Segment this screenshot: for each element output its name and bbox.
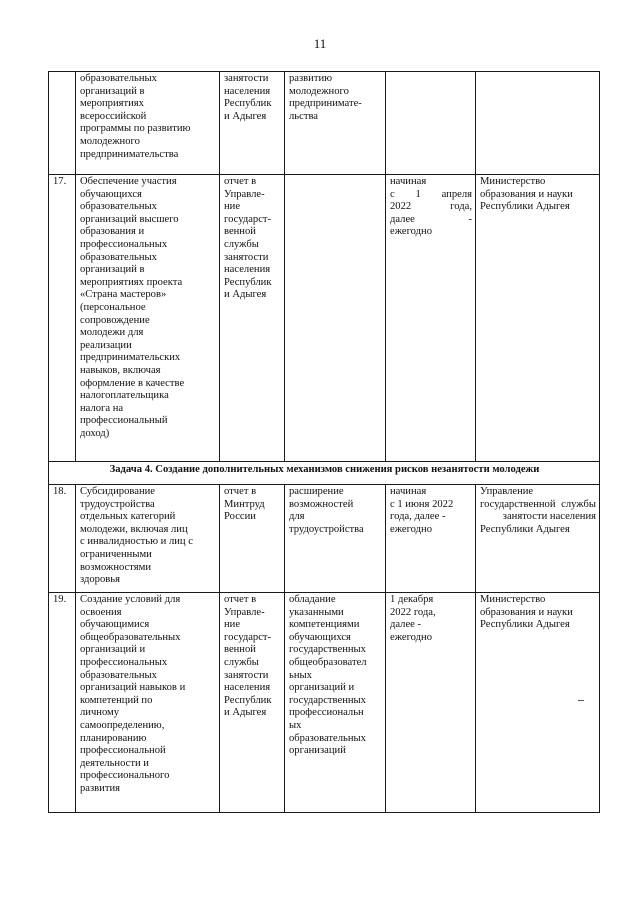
activity-line: мероприятиях проекта — [80, 276, 183, 288]
activity-line: образовательных — [80, 251, 157, 263]
report-cell — [220, 175, 285, 462]
activity-line: мероприятиях — [80, 98, 144, 110]
activity-line: Субсидирование — [80, 486, 155, 497]
result-cell — [285, 593, 386, 813]
activity-cell — [76, 175, 220, 462]
activity-line: личному — [80, 707, 120, 719]
activity-line: деятельности и — [80, 757, 149, 769]
activity-line: оформление в качестве — [80, 377, 185, 389]
result-line: льства — [289, 110, 319, 122]
report-line: службы — [224, 656, 259, 668]
activity-line: профессиональных — [80, 238, 168, 250]
result-line: ых — [289, 719, 302, 731]
activity-line: обучающимися — [80, 619, 150, 631]
activity-line: профессиональный — [80, 415, 168, 427]
activity-line: налога на — [80, 402, 124, 414]
result-line: ьных — [289, 669, 312, 681]
result-line: обучающихся — [289, 631, 351, 643]
result-line: организаций и — [289, 682, 355, 694]
result-line: профессиональн — [289, 707, 364, 719]
deadline-line: с 1 июня 2022 — [390, 498, 454, 510]
report-line: отчет в — [224, 594, 257, 605]
report-line: Минтруд — [224, 498, 265, 510]
report-cell — [220, 485, 285, 593]
row-number-cell: 19. — [49, 593, 76, 813]
report-line: Управле- — [224, 606, 265, 618]
activity-cell — [76, 485, 220, 593]
activity-line: профессиональной — [80, 745, 166, 757]
measures-table — [48, 71, 600, 813]
report-line: населения — [224, 264, 271, 276]
activity-line: освоения — [80, 606, 122, 618]
result-line: трудоустройства — [289, 523, 364, 535]
result-cell — [285, 175, 386, 462]
result-line: для — [289, 511, 305, 523]
result-line: расширение — [289, 486, 344, 497]
activity-line: возможностями — [80, 561, 151, 573]
result-line: предпринимате- — [289, 98, 362, 110]
report-line: населения — [224, 85, 271, 97]
activity-line: образовательных — [80, 201, 157, 213]
result-line: молодежного — [289, 85, 349, 97]
activity-line: «Страна мастеров» — [80, 289, 167, 301]
report-line: занятости — [224, 251, 269, 263]
result-line: обладание — [289, 594, 336, 605]
deadline-line: начиная — [390, 176, 427, 187]
activity-line: общеобразовательных — [80, 631, 181, 643]
table-row — [49, 593, 600, 813]
activity-line: молодежного — [80, 135, 140, 147]
deadline-line: начиная — [390, 486, 427, 497]
result-line: государственных — [289, 644, 366, 656]
report-line: и Адыгея — [224, 289, 267, 301]
activity-line: развития — [80, 782, 121, 794]
activity-line: ограниченными — [80, 548, 152, 560]
activity-line: Обеспечение участия — [80, 176, 177, 187]
activity-line: профессиональных — [80, 656, 168, 668]
activity-line: доход) — [80, 427, 110, 439]
activity-line: Создание условий для — [80, 594, 181, 605]
deadline-cell — [386, 593, 476, 813]
activity-line: здоровья — [80, 574, 120, 586]
activity-line: организаций навыков и — [80, 682, 186, 694]
report-line: Республик — [224, 276, 272, 288]
activity-line: организаций в — [80, 85, 145, 97]
scan-artifact-mark — [578, 700, 584, 701]
responsible-line: образования и науки — [480, 188, 573, 200]
report-line: и Адыгея — [224, 707, 267, 719]
activity-line: всероссийской — [80, 110, 147, 122]
report-line: венной — [224, 644, 256, 656]
result-line: указанными — [289, 606, 344, 618]
activity-line: образовательных — [80, 669, 157, 681]
activity-line: образования и — [80, 226, 145, 238]
deadline-line: года, далее - — [390, 511, 446, 523]
deadline-line: 2022 года, — [390, 606, 436, 618]
report-line: государст- — [224, 631, 272, 643]
responsible-line: государственной службы — [480, 498, 596, 510]
responsible-cell — [476, 485, 600, 593]
activity-line: молодежи, включая лиц — [80, 523, 188, 535]
responsible-line: Министерство — [480, 176, 546, 187]
activity-cell — [76, 593, 220, 813]
report-line: и Адыгея — [224, 110, 267, 122]
deadline-line: 1 декабря — [390, 594, 434, 605]
report-line: венной — [224, 226, 256, 238]
deadline-line: 2022 года, — [390, 201, 472, 213]
result-line: государственных — [289, 694, 366, 706]
activity-line: организаций и — [80, 644, 146, 656]
deadline-line: далее - — [390, 213, 472, 225]
activity-line: трудоустройства — [80, 498, 155, 510]
row-number-cell: 17. — [49, 175, 76, 462]
responsible-cell — [476, 72, 600, 175]
report-line: службы — [224, 238, 259, 250]
result-cell — [285, 72, 386, 175]
activity-line: компетенций по — [80, 694, 153, 706]
activity-line: предпринимательских — [80, 352, 181, 364]
result-line: компетенциями — [289, 619, 360, 631]
result-line: организаций — [289, 745, 346, 757]
activity-line: отдельных категорий — [80, 511, 176, 523]
responsible-line: Министерство — [480, 594, 546, 605]
report-line: занятости — [224, 669, 269, 681]
activity-line: программы по развитию — [80, 123, 191, 135]
responsible-cell — [476, 175, 600, 462]
responsible-line: занятости населения — [502, 511, 596, 523]
deadline-line: далее - — [390, 619, 422, 631]
deadline-cell — [386, 175, 476, 462]
activity-line: самоопределению, — [80, 719, 165, 731]
activity-line: (персональное — [80, 301, 146, 313]
page-number: 11 — [313, 36, 327, 51]
deadline-cell — [386, 485, 476, 593]
report-line: Республик — [224, 694, 272, 706]
report-line: ние — [224, 619, 241, 631]
responsible-line: Республики Адыгея — [480, 619, 570, 631]
report-line: государст- — [224, 213, 272, 225]
activity-line: реализации — [80, 339, 132, 351]
responsible-line: Управление — [480, 486, 534, 497]
result-line: образовательных — [289, 732, 366, 744]
responsible-line: Республики Адыгея — [480, 201, 570, 213]
deadline-line: ежегодно — [390, 226, 433, 238]
table-row — [49, 485, 600, 593]
activity-cell — [76, 72, 220, 175]
report-cell — [220, 593, 285, 813]
report-cell — [220, 72, 285, 175]
activity-line: навыков, включая — [80, 364, 161, 376]
result-cell — [285, 485, 386, 593]
activity-line: организаций в — [80, 264, 145, 276]
section-header: Задача 4. Создание дополнительных механизмов снижения рисков незанятости молодежи — [49, 462, 600, 485]
activity-line: налогоплательщика — [80, 390, 169, 402]
activity-line: профессионального — [80, 770, 170, 782]
activity-line: с инвалидностью и лиц с — [80, 536, 193, 548]
deadline-line: ежегодно — [390, 631, 433, 643]
report-line: ние — [224, 201, 241, 213]
deadline-line: с 1 апреля — [390, 188, 472, 200]
activity-line: образовательных — [80, 73, 157, 84]
result-line: общеобразовател — [289, 656, 367, 668]
report-line: занятости — [224, 73, 269, 84]
activity-line: планированию — [80, 732, 147, 744]
report-line: отчет в — [224, 176, 257, 187]
section-header-row — [49, 462, 600, 485]
activity-line: обучающихся — [80, 188, 142, 200]
row-number-cell: 18. — [49, 485, 76, 593]
deadline-line: ежегодно — [390, 523, 433, 535]
responsible-line: образования и науки — [480, 606, 573, 618]
report-line: Управле- — [224, 188, 265, 200]
report-line: России — [224, 511, 256, 523]
deadline-cell — [386, 72, 476, 175]
activity-line: сопровождение — [80, 314, 150, 326]
row-number-cell — [49, 72, 76, 175]
result-line: возможностей — [289, 498, 354, 510]
activity-line: предпринимательства — [80, 148, 179, 160]
report-line: отчет в — [224, 486, 257, 497]
responsible-cell — [476, 593, 600, 813]
activity-line: молодежи для — [80, 327, 144, 339]
report-line: Республик — [224, 98, 272, 110]
table-row — [49, 72, 600, 175]
activity-line: организаций высшего — [80, 213, 179, 225]
table-row — [49, 175, 600, 462]
result-line: развитию — [289, 73, 333, 84]
report-line: населения — [224, 682, 271, 694]
responsible-line: Республики Адыгея — [480, 523, 570, 535]
